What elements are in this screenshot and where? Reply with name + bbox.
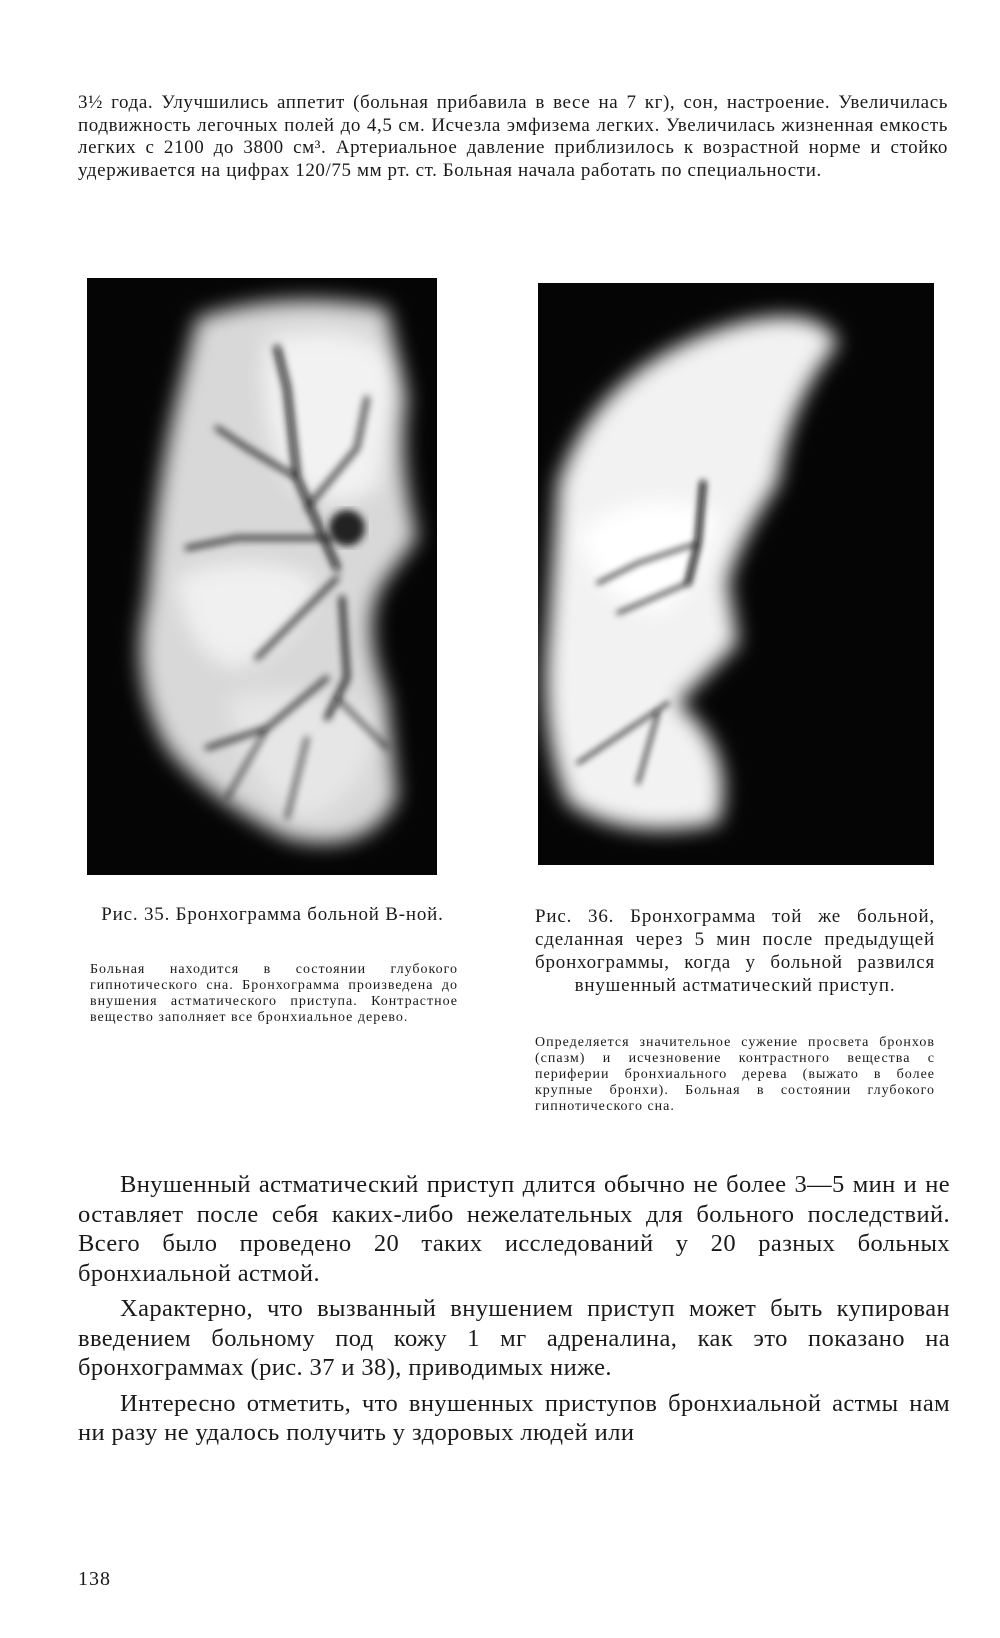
body-paragraph-3: Интересно отметить, что внушенных приступов бронхиальной астмы нам ни разу не удалось получить у здоровых людей или [78,1389,950,1446]
bronchogram-image-fig-36 [538,283,934,865]
figure-36-caption-title: Рис. 36. Бронхограмма той же больной, сделанная через 5 мин после предыдущей бронхограммы, когда у больной развился внушенный астматический приступ. [535,906,935,996]
bronchogram-36-drawing [538,283,934,865]
figure-35-caption-title: Рис. 35. Бронхограмма больной В-ной. [101,904,444,925]
bronchogram-image-fig-35 [87,278,437,875]
figure-36-caption-body: Определяется значительное сужение просвета бронхов (спазм) и исчезновение контрастного вещества с периферии бронхиального дерева (выжато в более крупные бронхи). Больная в состоянии глубокого гипнотического сна. [535,1035,935,1114]
body-paragraph-1: Внушенный астматический приступ длится обычно не более 3—5 мин и не оставляет после себя каких-либо нежелательных для больного последствий. Всего было проведено 20 таких исследований у 20 разных больных бронхиальной астмой. [78,1171,950,1287]
figure-35-caption-body: Больная находится в состоянии глубокого гипнотического сна. Бронхограмма произведена до внушения астматического приступа. Контрастное вещество заполняет все бронхиальное дерево. [90,962,458,1025]
bronchogram-35-drawing [87,278,437,875]
top-paragraph: 3½ года. Улучшились аппетит (больная прибавила в весе на 7 кг), сон, настроение. Увеличилась подвижность легочных полей до 4,5 см. Исчезла эмфизема легких. Увеличилась жизненная емкость легких с 2100 до 3800 см³. Артериальное давление приблизилось к возрастной норме и стойко удерживается на цифрах 120/75 мм рт. ст. Больная начала работать по специальности. [78,92,948,181]
main-text [78,1170,950,1454]
body-paragraph-2: Характерно, что вызванный внушением приступ может быть купирован введением больному под кожу 1 мг адреналина, как это показано на бронхограммах (рис. 37 и 38), приводимых ниже. [78,1295,950,1381]
page-number: 138 [78,1568,111,1590]
